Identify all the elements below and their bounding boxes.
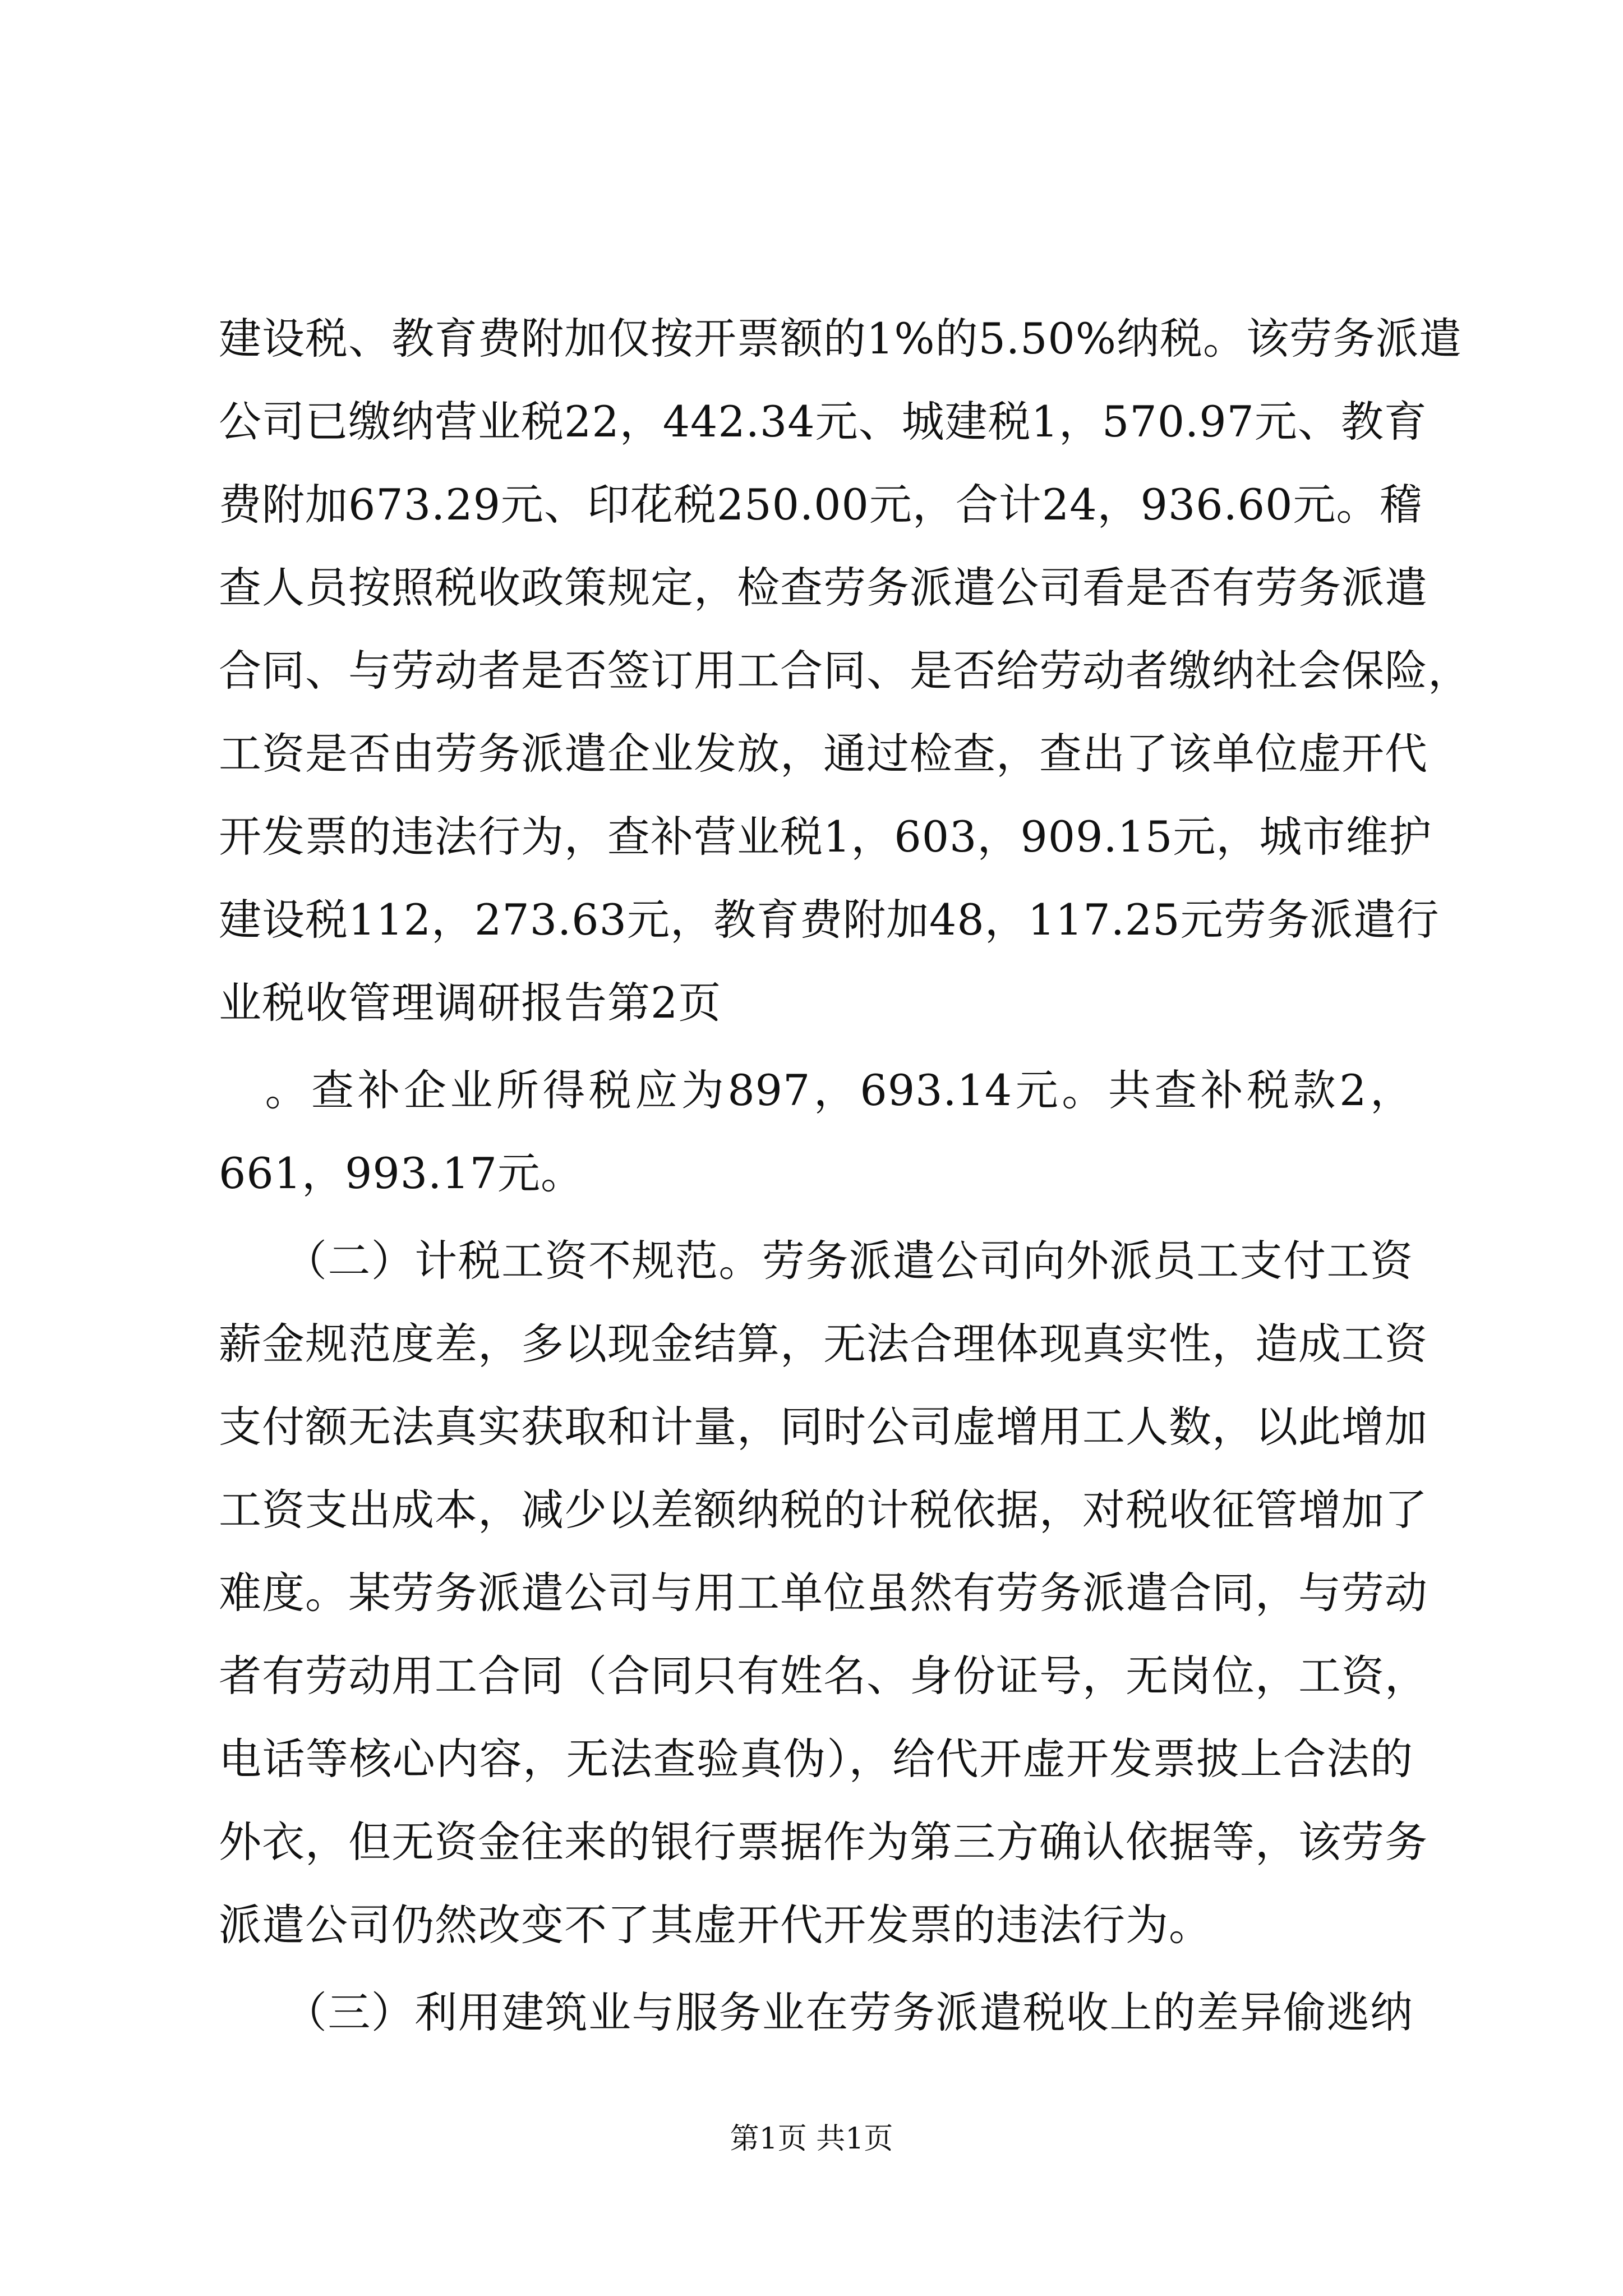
- text-line: 661，993.17元。: [219, 1148, 584, 1198]
- text-line: 支付额无法真实获取和计量，同时公司虚增用工人数，以此增加: [219, 1402, 1428, 1452]
- text-line: 。查补企业所得税应为897，693.14元。共查补税款2，: [219, 1065, 1413, 1115]
- text-line: 建设税112，273.63元，教育费附加48，117.25元劳务派遣行: [219, 895, 1440, 945]
- text-line: 工资支出成本，减少以差额纳税的计税依据，对税收征管增加了: [219, 1485, 1428, 1535]
- text-line: 工资是否由劳务派遣企业发放，通过检查，查出了该单位虚开代: [219, 729, 1428, 779]
- text-line: 费附加673.29元、印花税250.00元，合计24，936.60元。稽: [219, 480, 1423, 530]
- text-line: 查人员按照税收政策规定，检查劳务派遣公司看是否有劳务派遣: [219, 563, 1428, 613]
- text-line: 难度。某劳务派遣公司与用工单位虽然有劳务派遣合同，与劳动: [219, 1568, 1428, 1618]
- text-line: （二）计税工资不规范。劳务派遣公司向外派员工支付工资: [219, 1236, 1413, 1286]
- text-line: 合同、与劳动者是否签订用工合同、是否给劳动者缴纳社会保险，: [219, 646, 1471, 696]
- document-body: [219, 297, 1471, 2054]
- text-line: 薪金规范度差，多以现金结算，无法合理体现真实性，造成工资: [219, 1319, 1428, 1369]
- text-line: 公司已缴纳营业税22，442.34元、城建税1，570.97元、教育: [219, 397, 1427, 447]
- text-line: 者有劳动用工合同（合同只有姓名、身份证号，无岗位，工资，: [219, 1651, 1428, 1701]
- text-line: 建设税、教育费附加仅按开票额的1%的5.50%纳税。该劳务派遣: [219, 314, 1463, 364]
- text-line: 开发票的违法行为，查补营业税1，603，909.15元，城市维护: [219, 812, 1432, 862]
- text-line: （三）利用建筑业与服务业在劳务派遣税收上的差异偷逃纳: [219, 1987, 1413, 2037]
- text-line: 外衣，但无资金往来的银行票据作为第三方确认依据等，该劳务: [219, 1817, 1428, 1867]
- text-line: 派遣公司仍然改变不了其虚开代开发票的违法行为。: [219, 1900, 1212, 1950]
- page-number-footer: 第1页 共1页: [730, 2122, 893, 2156]
- text-line: 电话等核心内容，无法查验真伪），给代开虚开发票披上合法的: [219, 1734, 1413, 1784]
- text-line: 业税收管理调研报告第2页: [219, 978, 722, 1028]
